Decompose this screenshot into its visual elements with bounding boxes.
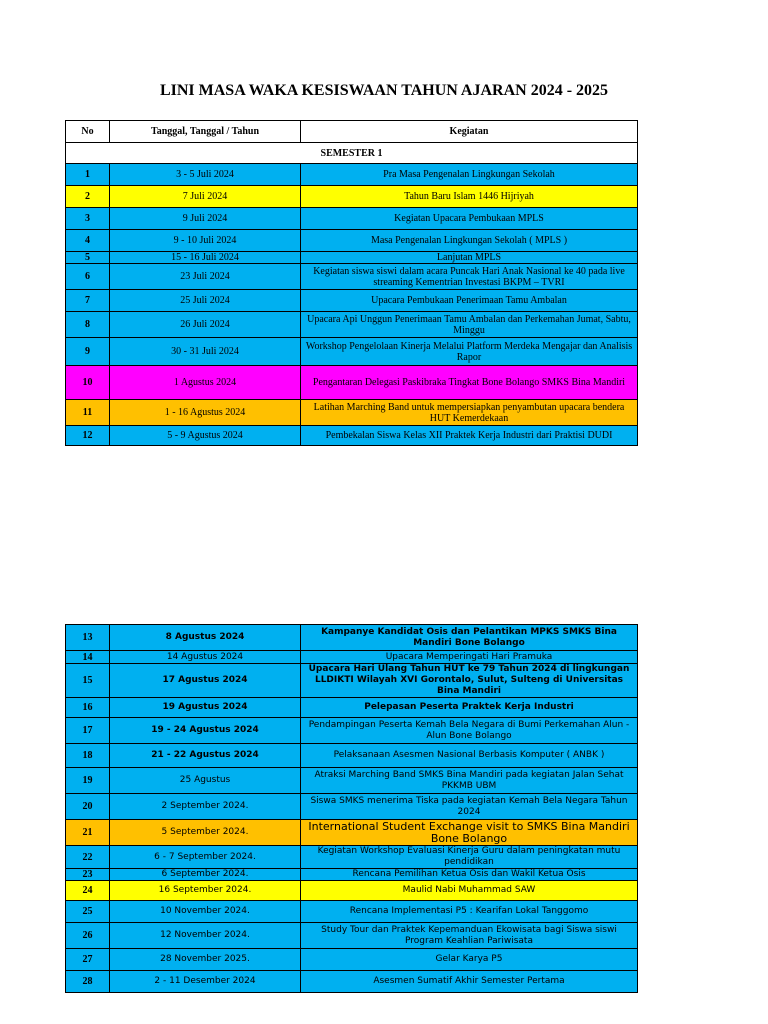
row-number: 24	[66, 881, 110, 901]
row-date: 10 November 2024.	[110, 901, 301, 923]
table-row	[66, 949, 638, 971]
row-date: 25 Agustus	[110, 768, 301, 794]
row-date: 25 Juli 2024	[110, 290, 301, 312]
row-activity: Upacara Api Unggun Penerimaan Tamu Ambalan dan Perkemahan Jumat, Sabtu, Minggu	[301, 312, 638, 338]
table-row	[66, 971, 638, 993]
timeline-table-2	[65, 624, 638, 993]
row-number: 4	[66, 230, 110, 252]
row-number: 15	[66, 664, 110, 698]
page-title: LINI MASA WAKA KESISWAAN TAHUN AJARAN 2024 - 2025	[159, 82, 609, 99]
row-number: 7	[66, 290, 110, 312]
row-date: 5 September 2024.	[110, 820, 301, 846]
table-row	[66, 651, 638, 664]
row-number: 22	[66, 846, 110, 869]
row-date: 12 November 2024.	[110, 923, 301, 949]
table-row	[66, 846, 638, 869]
table-row	[66, 881, 638, 901]
table-row	[66, 290, 638, 312]
row-date: 9 - 10 Juli 2024	[110, 230, 301, 252]
row-number: 23	[66, 869, 110, 881]
row-activity: Pengantaran Delegasi Paskibraka Tingkat Bone Bolango SMKS Bina Mandiri	[301, 366, 638, 400]
table-row	[66, 901, 638, 923]
row-number: 9	[66, 338, 110, 366]
row-date: 26 Juli 2024	[110, 312, 301, 338]
row-date: 28 November 2025.	[110, 949, 301, 971]
row-number: 10	[66, 366, 110, 400]
row-date: 15 - 16 Juli 2024	[110, 252, 301, 264]
row-date: 8 Agustus 2024	[110, 625, 301, 651]
row-activity: Upacara Memperingati Hari Pramuka	[301, 651, 638, 664]
header-activity: Kegiatan	[301, 121, 638, 143]
semester-label: SEMESTER 1	[66, 143, 638, 164]
row-date: 9 Juli 2024	[110, 208, 301, 230]
row-number: 28	[66, 971, 110, 993]
row-activity: Rencana Implementasi P5 : Kearifan Lokal Tanggomo	[301, 901, 638, 923]
row-number: 26	[66, 923, 110, 949]
row-activity: Pelaksanaan Asesmen Nasional Berbasis Komputer ( ANBK )	[301, 744, 638, 768]
row-activity: Masa Pengenalan Lingkungan Sekolah ( MPLS )	[301, 230, 638, 252]
table-row	[66, 338, 638, 366]
row-date: 21 - 22 Agustus 2024	[110, 744, 301, 768]
table-row	[66, 768, 638, 794]
row-date: 17 Agustus 2024	[110, 664, 301, 698]
row-activity: Latihan Marching Band untuk mempersiapkan penyambutan upacara bendera HUT Kemerdekaan	[301, 400, 638, 426]
row-number: 20	[66, 794, 110, 820]
row-date: 2 September 2024.	[110, 794, 301, 820]
table-row	[66, 230, 638, 252]
row-date: 19 Agustus 2024	[110, 698, 301, 718]
row-activity: Upacara Pembukaan Penerimaan Tamu Ambalan	[301, 290, 638, 312]
row-number: 3	[66, 208, 110, 230]
row-number: 5	[66, 252, 110, 264]
table-row	[66, 718, 638, 744]
row-activity: Kampanye Kandidat Osis dan Pelantikan MPKS SMKS Bina Mandiri Bone Bolango	[301, 625, 638, 651]
row-number: 6	[66, 264, 110, 290]
row-date: 1 Agustus 2024	[110, 366, 301, 400]
row-activity: Tahun Baru Islam 1446 Hijriyah	[301, 186, 638, 208]
row-activity: Gelar Karya P5	[301, 949, 638, 971]
row-activity: International Student Exchange visit to SMKS Bina Mandiri Bone Bolango	[301, 820, 638, 846]
table-row	[66, 252, 638, 264]
row-date: 30 - 31 Juli 2024	[110, 338, 301, 366]
table-row	[66, 366, 638, 400]
table-row	[66, 625, 638, 651]
table-row	[66, 820, 638, 846]
timeline-table-1	[65, 120, 638, 446]
row-activity: Kegiatan Workshop Evaluasi Kinerja Guru dalam peningkatan mutu pendidikan	[301, 846, 638, 869]
row-number: 25	[66, 901, 110, 923]
row-activity: Maulid Nabi Muhammad SAW	[301, 881, 638, 901]
row-activity: Kegiatan siswa siswi dalam acara Puncak Hari Anak Nasional ke 40 pada live streaming Kementrian Investasi BKPM – TVRI	[301, 264, 638, 290]
table-row	[66, 923, 638, 949]
row-date: 14 Agustus 2024	[110, 651, 301, 664]
table-row	[66, 164, 638, 186]
row-number: 19	[66, 768, 110, 794]
table-row	[66, 794, 638, 820]
table-header-row	[66, 121, 638, 143]
row-number: 14	[66, 651, 110, 664]
row-activity: Atraksi Marching Band SMKS Bina Mandiri pada kegiatan Jalan Sehat PKKMB UBM	[301, 768, 638, 794]
row-date: 5 - 9 Agustus 2024	[110, 426, 301, 446]
table-row	[66, 744, 638, 768]
row-activity: Pendampingan Peserta Kemah Bela Negara di Bumi Perkemahan Alun - Alun Bone Bolango	[301, 718, 638, 744]
table-row	[66, 698, 638, 718]
table-row	[66, 208, 638, 230]
row-date: 19 - 24 Agustus 2024	[110, 718, 301, 744]
row-date: 2 - 11 Desember 2024	[110, 971, 301, 993]
row-activity: Kegiatan Upacara Pembukaan MPLS	[301, 208, 638, 230]
row-number: 17	[66, 718, 110, 744]
row-date: 6 September 2024.	[110, 869, 301, 881]
row-activity: Pembekalan Siswa Kelas XII Praktek Kerja Industri dari Praktisi DUDI	[301, 426, 638, 446]
row-activity: Asesmen Sumatif Akhir Semester Pertama	[301, 971, 638, 993]
row-number: 18	[66, 744, 110, 768]
row-activity: Rencana Pemilihan Ketua Osis dan Wakil Ketua Osis	[301, 869, 638, 881]
row-activity: Lanjutan MPLS	[301, 252, 638, 264]
row-number: 13	[66, 625, 110, 651]
row-date: 6 - 7 September 2024.	[110, 846, 301, 869]
row-number: 16	[66, 698, 110, 718]
row-date: 23 Juli 2024	[110, 264, 301, 290]
table-row	[66, 869, 638, 881]
row-number: 21	[66, 820, 110, 846]
row-number: 1	[66, 164, 110, 186]
row-date: 16 September 2024.	[110, 881, 301, 901]
table-row	[66, 186, 638, 208]
row-activity: Siswa SMKS menerima Tiska pada kegiatan Kemah Bela Negara Tahun 2024	[301, 794, 638, 820]
table-row	[66, 664, 638, 698]
row-date: 1 - 16 Agustus 2024	[110, 400, 301, 426]
table-row	[66, 400, 638, 426]
row-number: 2	[66, 186, 110, 208]
table-row	[66, 264, 638, 290]
row-date: 3 - 5 Juli 2024	[110, 164, 301, 186]
row-activity: Upacara Hari Ulang Tahun HUT ke 79 Tahun 2024 di lingkungan LLDIKTI Wilayah XVI Gorontalo, Sulut, Sulteng di Universitas Bina Mandiri	[301, 664, 638, 698]
semester-row	[66, 143, 638, 164]
row-activity: Workshop Pengelolaan Kinerja Melalui Platform Merdeka Mengajar dan Analisis Rapor	[301, 338, 638, 366]
row-number: 12	[66, 426, 110, 446]
row-number: 8	[66, 312, 110, 338]
row-activity: Pra Masa Pengenalan Lingkungan Sekolah	[301, 164, 638, 186]
row-date: 7 Juli 2024	[110, 186, 301, 208]
header-date: Tanggal, Tanggal / Tahun	[110, 121, 301, 143]
row-number: 11	[66, 400, 110, 426]
row-number: 27	[66, 949, 110, 971]
table-row	[66, 312, 638, 338]
row-activity: Study Tour dan Praktek Kepemanduan Ekowisata bagi Siswa siswi Program Keahlian Pariwisata	[301, 923, 638, 949]
header-no: No	[66, 121, 110, 143]
row-activity: Pelepasan Peserta Praktek Kerja Industri	[301, 698, 638, 718]
table-row	[66, 426, 638, 446]
